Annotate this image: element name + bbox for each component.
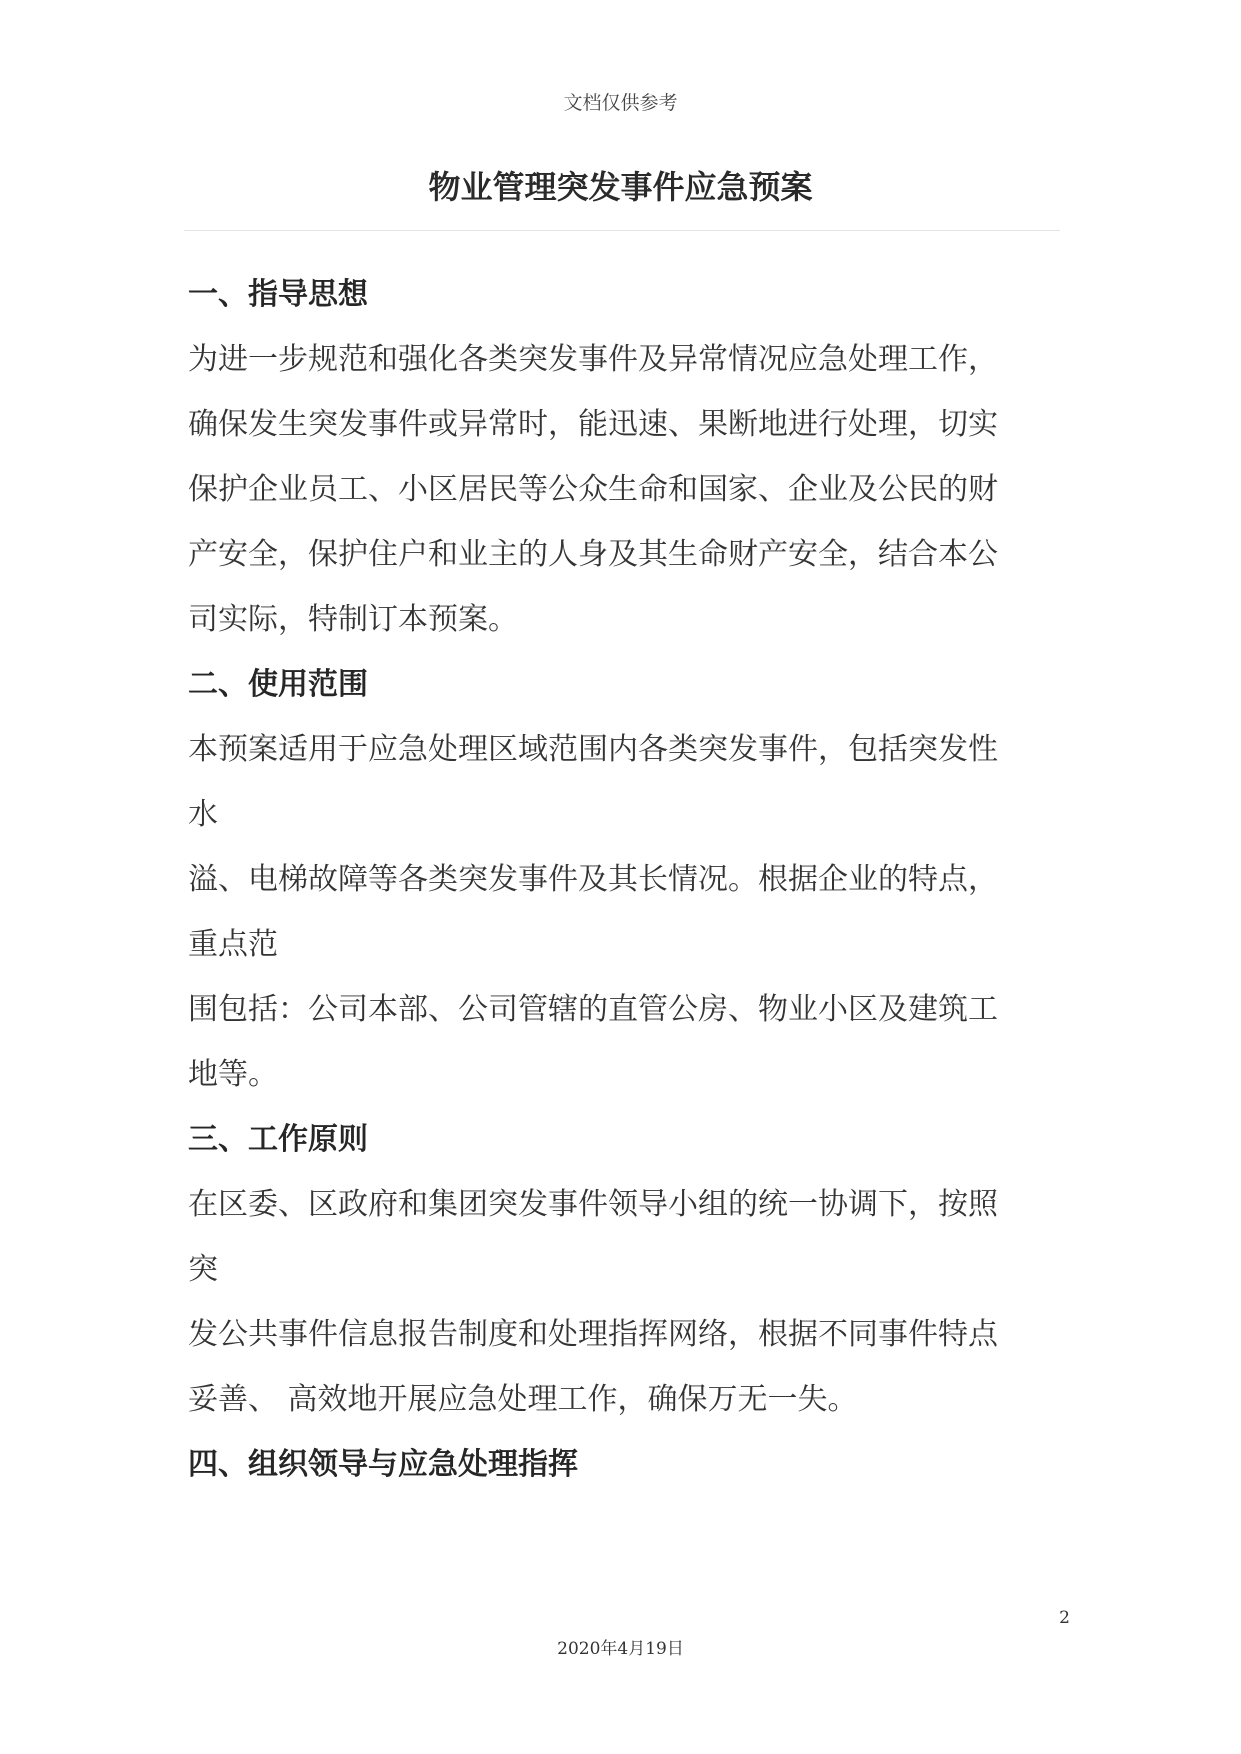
paragraph-line: 发公共事件信息报告制度和处理指挥网络，根据不同事件特点: [188, 1317, 998, 1352]
paragraph-line: 水: [188, 797, 218, 832]
paragraph-line: 确保发生突发事件或异常时，能迅速、果断地进行处理，切实: [188, 407, 998, 442]
paragraph-line: 司实际，特制订本预案。: [188, 602, 518, 637]
paragraph-line: 本预案适用于应急处理区域范围内各类突发事件，包括突发性: [188, 732, 998, 767]
section-heading-principles: 三、工作原则: [188, 1122, 368, 1157]
footer-date: 2020年4月19日: [557, 1639, 684, 1659]
paragraph-line: 地等。: [188, 1057, 278, 1092]
document-title: 物业管理突发事件应急预案: [428, 168, 813, 206]
paragraph-line: 突: [188, 1252, 218, 1287]
paragraph-line: 围包括：公司本部、公司管辖的直管公房、物业小区及建筑工: [188, 992, 998, 1027]
paragraph-line: 溢、电梯故障等各类突发事件及其长情况。根据企业的特点，: [188, 862, 998, 897]
section-heading-guiding-ideology: 一、指导思想: [188, 277, 368, 312]
paragraph-line: 保护企业员工、小区居民等公众生命和国家、企业及公民的财: [188, 472, 998, 507]
paragraph-line: 重点范: [188, 927, 278, 962]
document-body: [188, 262, 1058, 1497]
title-divider: [184, 230, 1060, 231]
paragraph-line: 妥善、 高效地开展应急处理工作，确保万无一失。: [188, 1382, 858, 1417]
paragraph-line: 产安全，保护住户和业主的人身及其生命财产安全，结合本公: [188, 537, 998, 572]
page-number: 2: [1059, 1608, 1070, 1628]
header-note: 文档仅供参考: [563, 92, 678, 114]
section-heading-organization: 四、组织领导与应急处理指挥: [188, 1447, 578, 1482]
paragraph-line: 在区委、区政府和集团突发事件领导小组的统一协调下，按照: [188, 1187, 998, 1222]
paragraph-line: 为进一步规范和强化各类突发事件及异常情况应急处理工作，: [188, 342, 998, 377]
section-heading-scope: 二、使用范围: [188, 667, 368, 702]
